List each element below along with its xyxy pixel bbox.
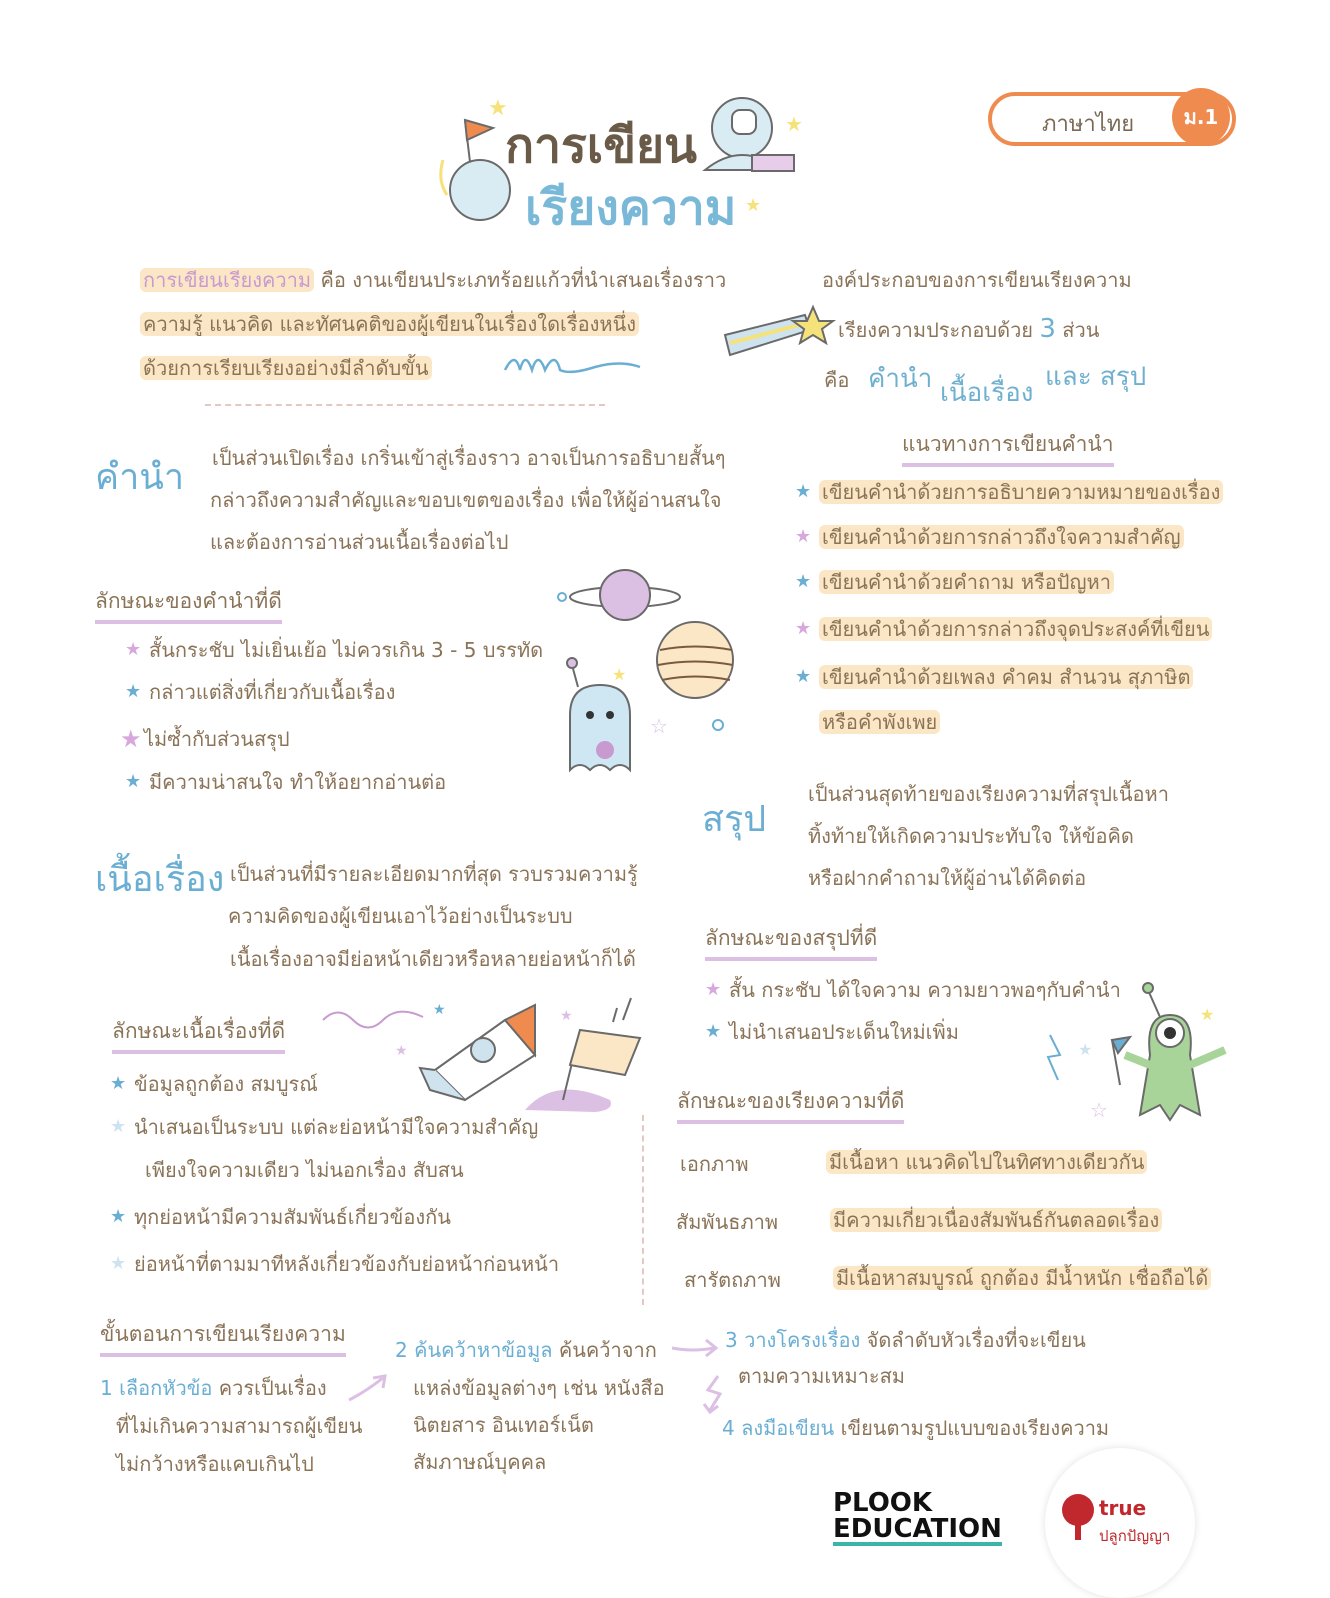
svg-text:★: ★ [433, 1002, 446, 1018]
star-icon: ★ [125, 771, 142, 793]
step3-title: 3 วางโครงเรื่อง [725, 1328, 861, 1352]
guideline-item-text: เขียนคำนำด้วยเพลง คำคม สำนวน สุภาษิต [819, 665, 1193, 689]
body-good-item-text: ย่อหน้าที่ตามมาทีหลังเกี่ยวข้องกับย่อหน้าก่อนหน้า [134, 1252, 560, 1276]
component-body: เนื้อเรื่อง [940, 378, 1034, 408]
body-good-item-text: ทุกย่อหน้ามีความสัมพันธ์เกี่ยวข้องกัน [134, 1205, 451, 1229]
svg-text:★: ★ [560, 1008, 573, 1024]
true-logo-text: true [1099, 1496, 1147, 1520]
grade-badge: ม.1 [1172, 88, 1230, 146]
divider [205, 404, 605, 406]
shooting-star-doodle [715, 295, 845, 365]
step2-title-line [395, 1338, 657, 1362]
quality-desc-text: มีความเกี่ยวเนื่องสัมพันธ์กันตลอดเรื่อง [830, 1208, 1162, 1232]
conclusion-good-heading: ลักษณะของสรุปที่ดี [705, 922, 877, 961]
body-line1: เป็นส่วนที่มีรายละเอียดมากที่สุด รวบรวมความรู้ [230, 862, 638, 886]
star-icon: ★ [120, 725, 142, 753]
body-good-heading: ลักษณะเนื้อเรื่องที่ดี [112, 1015, 285, 1054]
plook-logo-line2: EDUCATION [833, 1514, 1002, 1544]
step1-line3: ไม่กว้างหรือแคบเกินไป [116, 1452, 314, 1476]
star-icon: ★ [785, 112, 803, 136]
intro-good-item-text: สั้นกระชับ ไม่เยิ่นเย้อ ไม่ควรเกิน 3 - 5 บรรทัด [149, 638, 544, 662]
intro-good-heading: ลักษณะของคำนำที่ดี [95, 585, 282, 624]
guideline-item [795, 617, 1212, 641]
component-conclusion: และ สรุป [1045, 362, 1147, 392]
quality-desc [830, 1208, 1162, 1232]
body-heading: เนื้อเรื่อง [95, 859, 225, 900]
step1-line2: ที่ไม่เกินความสามารถผู้เขียน [116, 1414, 363, 1438]
intro-good-item-text: กล่าวแต่สิ่งที่เกี่ยวกับเนื้อเรื่อง [149, 680, 396, 704]
astronaut-doodle [690, 80, 810, 200]
star-icon: ★ [488, 96, 508, 121]
arrow-icon [668, 1336, 720, 1360]
components-count: 3 [1039, 314, 1056, 344]
conclusion-good-item [705, 1020, 959, 1044]
guidelines-heading: แนวทางการเขียนคำนำ [902, 428, 1114, 467]
svg-text:★: ★ [1200, 1005, 1215, 1024]
plookpanya-logo-text: ปลูกปัญญา [1099, 1527, 1171, 1545]
body-line3: เนื้อเรื่องอาจมีย่อหน้าเดียวหรือหลายย่อหน้าก็ได้ [230, 947, 636, 971]
step1-title: 1 เลือกหัวข้อ [100, 1376, 213, 1400]
star-icon: ★ [795, 618, 812, 640]
star-icon: ★ [110, 1073, 127, 1095]
guideline-item [795, 570, 1114, 594]
guideline-item [795, 665, 1193, 689]
conclusion-line2: ทิ้งท้ายให้เกิดความประทับใจ ให้ข้อคิด [808, 824, 1134, 848]
guideline-item [795, 480, 1223, 504]
svg-text:★: ★ [612, 665, 627, 684]
quality-desc [833, 1266, 1211, 1290]
intro-good-item [125, 638, 543, 662]
intro-line3-text: ด้วยการเรียบเรียงอย่างมีลำดับขั้น [140, 356, 432, 380]
star-icon: ★ [795, 666, 812, 688]
components-line3 [824, 368, 849, 392]
intro-good-item-text: ไม่ซ้ำกับส่วนสรุป [144, 727, 290, 752]
conclusion-good-item-text: สั้น กระชับ ได้ใจความ ความยาวพอๆกับคำนำ [729, 978, 1121, 1002]
plook-education-logo [833, 1490, 1002, 1546]
components-line2 [838, 314, 1099, 345]
intro-section-line1: เป็นส่วนเปิดเรื่อง เกริ่นเข้าสู่เรื่องราว อาจเป็นการอธิบายสั้นๆ [212, 446, 726, 470]
guideline-item [795, 525, 1184, 549]
subject-label: ภาษาไทย [1042, 112, 1135, 137]
star-icon: ★ [110, 1253, 127, 1275]
intro-section-line3: และต้องการอ่านส่วนเนื้อเรื่องต่อไป [210, 530, 509, 554]
quality-name: เอกภาพ [680, 1152, 749, 1176]
intro-section-line2: กล่าวถึงความสำคัญและขอบเขตของเรื่อง เพื่อให้ผู้อ่านสนใจ [210, 488, 722, 512]
body-good-item-text: นำเสนอเป็นระบบ แต่ละย่อหน้ามีใจความสำคัญ [134, 1115, 539, 1139]
guideline-item-text: หรือคำพังเพย [819, 710, 940, 734]
body-good-item [110, 1205, 451, 1229]
body-good-item-cont: เพียงใจความเดียว ไม่นอกเรื่อง สับสน [145, 1158, 464, 1182]
qualities-heading: ลักษณะของเรียงความที่ดี [677, 1085, 904, 1124]
intro-good-item [125, 770, 446, 794]
rocket-flag-doodle [385, 990, 655, 1115]
intro-is: คือ [320, 268, 346, 292]
zigzag-arrow-icon [700, 1372, 730, 1416]
quality-name: สัมพันธภาพ [676, 1210, 779, 1234]
vertical-divider [642, 1115, 644, 1305]
step2-line2: แหล่งข้อมูลต่างๆ เช่น หนังสือ [413, 1376, 665, 1400]
steps-heading: ขั้นตอนการเขียนเรียงความ [100, 1318, 346, 1357]
step1-title-line [100, 1376, 327, 1400]
guideline-item-text: เขียนคำนำด้วยการกล่าวถึงใจความสำคัญ [819, 525, 1184, 549]
intro-good-item-text: มีความน่าสนใจ ทำให้อยากอ่านต่อ [149, 770, 447, 794]
step2-line3: นิตยสาร อินเทอร์เน็ต [413, 1413, 594, 1437]
svg-text:☆: ☆ [1090, 1098, 1108, 1122]
intro-line3 [140, 356, 432, 380]
star-icon: ★ [110, 1206, 127, 1228]
step4-line1: เขียนตามรูปแบบของเรียงความ [840, 1416, 1110, 1440]
step3-title-line [725, 1328, 1086, 1352]
title-line2: เรียงความ [525, 180, 737, 236]
quality-name: สารัตถภาพ [684, 1268, 781, 1292]
star-icon: ★ [125, 639, 142, 661]
guideline-item-text: เขียนคำนำด้วยการอธิบายความหมายของเรื่อง [819, 480, 1223, 504]
guideline-item-text: เขียนคำนำด้วยคำถาม หรือปัญหา [819, 570, 1114, 594]
star-icon: ★ [705, 1021, 722, 1043]
intro-section-heading: คำนำ [95, 457, 185, 498]
alien-flag-doodle [1030, 975, 1240, 1125]
body-good-item [110, 1252, 559, 1276]
intro-line1-rest: งานเขียนประเภทร้อยแก้วที่นำเสนอเรื่องราว [352, 268, 727, 292]
star-icon: ★ [705, 979, 722, 1001]
components-line2-pre: เรียงความประกอบด้วย [838, 318, 1034, 342]
body-good-item [110, 1115, 538, 1139]
svg-text:☆: ☆ [650, 714, 668, 738]
intro-good-item [125, 680, 395, 704]
star-icon: ★ [795, 526, 812, 548]
planets-doodle [550, 565, 770, 795]
step1-line1: ควรเป็นเรื่อง [218, 1376, 327, 1400]
star-icon: ★ [795, 481, 812, 503]
components-line2-post: ส่วน [1062, 318, 1100, 342]
body-good-item-text: ข้อมูลถูกต้อง สมบูรณ์ [134, 1072, 318, 1096]
step2-line1: ค้นคว้าจาก [558, 1338, 657, 1362]
tree-icon [1059, 1492, 1097, 1544]
components-is: คือ [824, 368, 850, 392]
step4-title-line [722, 1416, 1109, 1440]
squiggle-doodle [500, 345, 645, 385]
star-icon: ★ [110, 1116, 127, 1138]
intro-line2-text: ความรู้ แนวคิด และทัศนคติของผู้เขียนในเรื่องใดเรื่องหนึ่ง [140, 312, 639, 336]
intro-line2 [140, 312, 639, 336]
plook-logo-line1: PLOOK [833, 1488, 933, 1518]
quality-desc [826, 1150, 1147, 1174]
step3-line1: จัดลำดับหัวเรื่องที่จะเขียน [866, 1328, 1086, 1352]
star-icon: ★ [745, 195, 762, 216]
intro-good-item [120, 725, 290, 754]
star-icon: ★ [125, 681, 142, 703]
guideline-item-text: เขียนคำนำด้วยการกล่าวถึงจุดประสงค์ที่เขียน [819, 617, 1212, 641]
step2-title: 2 ค้นคว้าหาข้อมูล [395, 1338, 553, 1362]
star-icon: ★ [795, 571, 812, 593]
intro-line1 [140, 268, 726, 292]
conclusion-heading: สรุป [702, 799, 767, 840]
body-good-item [110, 1072, 318, 1096]
arrow-icon [345, 1370, 393, 1406]
components-heading: องค์ประกอบของการเขียนเรียงความ [822, 268, 1132, 292]
svg-text:★: ★ [395, 1043, 408, 1059]
component-intro: คำนำ [868, 364, 933, 394]
intro-term: การเขียนเรียงความ [140, 268, 314, 292]
step4-title: 4 ลงมือเขียน [722, 1416, 835, 1440]
body-line2: ความคิดของผู้เขียนเอาไว้อย่างเป็นระบบ [228, 904, 573, 928]
conclusion-line1: เป็นส่วนสุดท้ายของเรียงความที่สรุปเนื้อหา [808, 782, 1169, 806]
guideline-item-cont [819, 710, 940, 734]
step3-line2: ตามความเหมาะสม [738, 1364, 905, 1388]
svg-text:★: ★ [1078, 1040, 1093, 1059]
conclusion-line3: หรือฝากคำถามให้ผู้อ่านได้คิดต่อ [808, 866, 1087, 890]
step2-line4: สัมภาษณ์บุคคล [413, 1450, 547, 1474]
title-line1: การเขียน [505, 118, 697, 174]
quality-desc-text: มีเนื้อหาสมบูรณ์ ถูกต้อง มีน้ำหนัก เชื่อถือได้ [833, 1266, 1211, 1290]
quality-desc-text: มีเนื้อหา แนวคิดไปในทิศทางเดียวกัน [826, 1150, 1147, 1174]
conclusion-good-item-text: ไม่นำเสนอประเด็นใหม่เพิ่ม [729, 1020, 959, 1044]
true-plookpanya-logo-badge [1045, 1448, 1195, 1598]
